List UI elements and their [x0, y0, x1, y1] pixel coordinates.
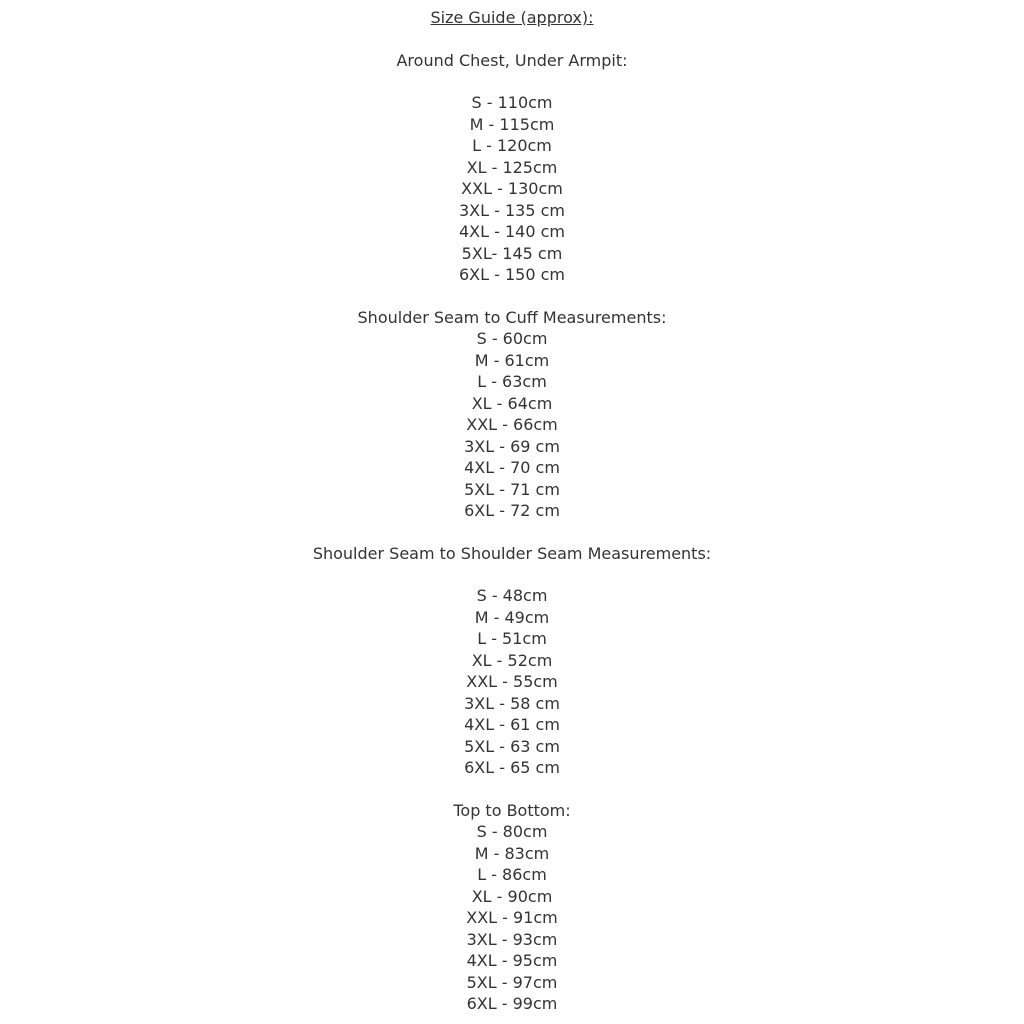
section-heading: Shoulder Seam to Cuff Measurements: — [357, 307, 667, 327]
section-heading: Shoulder Seam to Shoulder Seam Measurements: — [312, 543, 712, 563]
size-line: M - 49cm — [474, 607, 550, 627]
section-items — [0, 328, 1024, 522]
size-line: M - 83cm — [474, 843, 550, 863]
size-line: 4XL - 61 cm — [464, 715, 560, 734]
size-line: M - 61cm — [474, 350, 550, 370]
size-line: XXL - 91cm — [466, 908, 558, 927]
size-line: 5XL- 145 cm — [461, 243, 563, 263]
section-items — [0, 92, 1024, 286]
size-line: 5XL - 63 cm — [464, 736, 560, 756]
size-line: S - 48cm — [476, 586, 548, 605]
size-line: 3XL - 135 cm — [458, 200, 565, 220]
section-items — [0, 585, 1024, 779]
section-heading: Around Chest, Under Armpit: — [396, 50, 628, 70]
size-line: 3XL - 58 cm — [464, 693, 560, 713]
size-line: L - 120cm — [472, 136, 552, 155]
size-line: 4XL - 95cm — [466, 951, 558, 970]
size-line: 4XL - 70 cm — [464, 458, 560, 477]
size-line: XL - 90cm — [471, 886, 553, 906]
size-line: XXL - 55cm — [466, 672, 558, 691]
size-line: M - 115cm — [469, 114, 555, 134]
size-line: XL - 125cm — [466, 157, 558, 177]
page-title: Size Guide (approx): — [430, 8, 594, 27]
size-line: S - 80cm — [476, 822, 548, 841]
size-line: 3XL - 93cm — [466, 929, 558, 949]
size-section — [0, 543, 1024, 779]
size-line: 6XL - 99cm — [466, 994, 558, 1013]
size-line: 6XL - 72 cm — [464, 501, 560, 520]
size-line: 5XL - 71 cm — [464, 479, 560, 499]
size-line: L - 63cm — [477, 372, 547, 391]
size-sections — [0, 50, 1024, 1015]
size-section — [0, 800, 1024, 1015]
size-line: 5XL - 97cm — [466, 972, 558, 992]
size-section — [0, 50, 1024, 286]
size-line: XXL - 130cm — [461, 179, 563, 198]
section-items — [0, 821, 1024, 1015]
size-line: L - 86cm — [477, 865, 547, 884]
size-line: XL - 52cm — [471, 650, 553, 670]
size-line: S - 110cm — [471, 93, 553, 112]
size-line: XXL - 66cm — [466, 415, 558, 434]
size-line: 3XL - 69 cm — [464, 436, 560, 456]
size-line: S - 60cm — [476, 329, 548, 348]
size-line: 6XL - 150 cm — [458, 265, 565, 284]
size-line: XL - 64cm — [471, 393, 553, 413]
size-line: 4XL - 140 cm — [458, 222, 565, 241]
size-line: 6XL - 65 cm — [464, 758, 560, 777]
section-heading: Top to Bottom: — [453, 800, 571, 820]
size-line: L - 51cm — [477, 629, 547, 648]
size-guide-document — [0, 7, 1024, 1015]
size-section — [0, 307, 1024, 522]
